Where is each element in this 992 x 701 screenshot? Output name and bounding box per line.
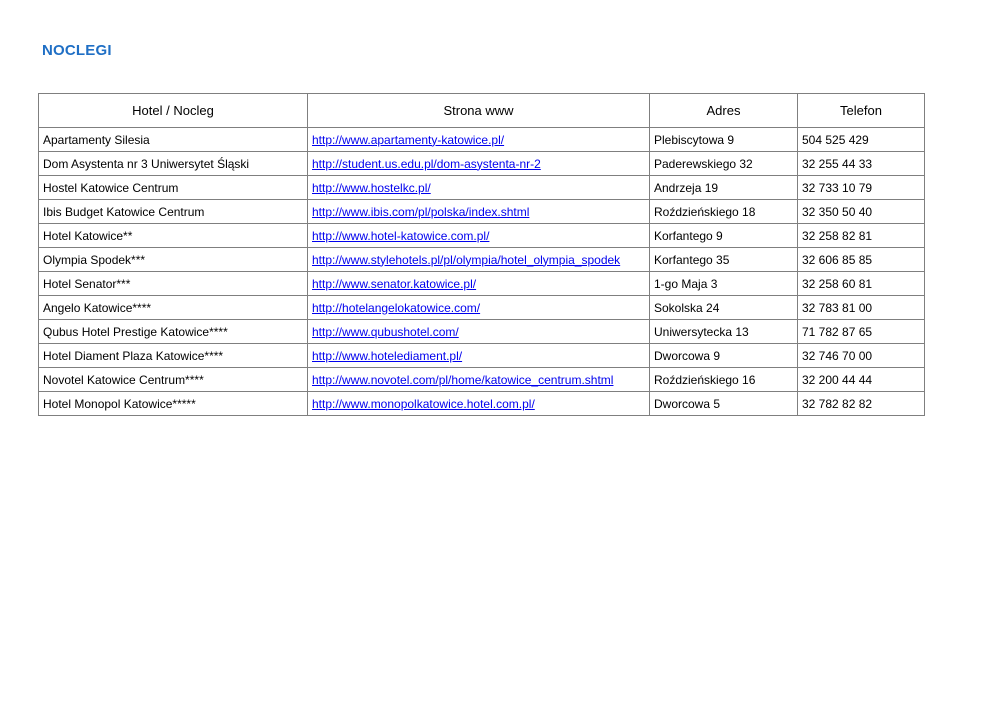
- hotel-name-cell: Qubus Hotel Prestige Katowice****: [39, 320, 308, 344]
- website-cell: [308, 248, 650, 272]
- address-cell: Sokolska 24: [650, 296, 798, 320]
- phone-cell: 32 606 85 85: [798, 248, 925, 272]
- table-row: [39, 200, 925, 224]
- address-cell: Andrzeja 19: [650, 176, 798, 200]
- hotel-name-cell: Angelo Katowice****: [39, 296, 308, 320]
- table-row: [39, 248, 925, 272]
- address-cell: Dworcowa 5: [650, 392, 798, 416]
- column-header-phone: Telefon: [798, 94, 925, 128]
- website-link[interactable]: http://student.us.edu.pl/dom-asystenta-nr-2: [312, 156, 541, 171]
- hotel-name-cell: Ibis Budget Katowice Centrum: [39, 200, 308, 224]
- table-row: [39, 224, 925, 248]
- hotel-name-cell: Hotel Katowice**: [39, 224, 308, 248]
- phone-cell: 32 350 50 40: [798, 200, 925, 224]
- phone-cell: 71 782 87 65: [798, 320, 925, 344]
- website-link[interactable]: http://www.ibis.com/pl/polska/index.shtml: [312, 204, 530, 219]
- address-cell: Uniwersytecka 13: [650, 320, 798, 344]
- table-header-row: [39, 94, 925, 128]
- address-cell: Dworcowa 9: [650, 344, 798, 368]
- table-row: [39, 344, 925, 368]
- hotel-name-cell: Hotel Monopol Katowice*****: [39, 392, 308, 416]
- website-link[interactable]: http://www.novotel.com/pl/home/katowice_centrum.shtml: [312, 372, 614, 387]
- table-row: [39, 272, 925, 296]
- website-link[interactable]: http://www.stylehotels.pl/pl/olympia/hotel_olympia_spodek: [312, 252, 621, 267]
- website-link[interactable]: http://www.senator.katowice.pl/: [312, 276, 477, 291]
- address-cell: Korfantego 35: [650, 248, 798, 272]
- address-cell: Korfantego 9: [650, 224, 798, 248]
- website-cell: [308, 176, 650, 200]
- phone-cell: 32 783 81 00: [798, 296, 925, 320]
- phone-cell: 32 255 44 33: [798, 152, 925, 176]
- phone-cell: 32 200 44 44: [798, 368, 925, 392]
- hotel-name-cell: Hotel Diament Plaza Katowice****: [39, 344, 308, 368]
- website-cell: [308, 200, 650, 224]
- website-link[interactable]: http://www.hostelkc.pl/: [312, 180, 431, 195]
- website-link[interactable]: http://www.apartamenty-katowice.pl/: [312, 132, 505, 147]
- phone-cell: 32 733 10 79: [798, 176, 925, 200]
- table-row: [39, 296, 925, 320]
- hotel-name-cell: Dom Asystenta nr 3 Uniwersytet Śląski: [39, 152, 308, 176]
- website-cell: [308, 224, 650, 248]
- table-row: [39, 128, 925, 152]
- table-row: [39, 392, 925, 416]
- website-cell: [308, 152, 650, 176]
- table-row: [39, 152, 925, 176]
- address-cell: 1-go Maja 3: [650, 272, 798, 296]
- hotel-name-cell: Hostel Katowice Centrum: [39, 176, 308, 200]
- website-cell: [308, 392, 650, 416]
- website-cell: [308, 128, 650, 152]
- table-body: [39, 128, 925, 416]
- address-cell: Plebiscytowa 9: [650, 128, 798, 152]
- phone-cell: 32 258 82 81: [798, 224, 925, 248]
- hotel-name-cell: Novotel Katowice Centrum****: [39, 368, 308, 392]
- website-link[interactable]: http://www.qubushotel.com/: [312, 324, 459, 339]
- website-link[interactable]: http://www.monopolkatowice.hotel.com.pl/: [312, 396, 535, 411]
- column-header-website: Strona www: [308, 94, 650, 128]
- hotel-name-cell: Apartamenty Silesia: [39, 128, 308, 152]
- column-header-address: Adres: [650, 94, 798, 128]
- website-cell: [308, 344, 650, 368]
- table-row: [39, 320, 925, 344]
- website-link[interactable]: http://www.hotelediament.pl/: [312, 348, 463, 363]
- address-cell: Roździeńskiego 16: [650, 368, 798, 392]
- phone-cell: 32 782 82 82: [798, 392, 925, 416]
- website-cell: [308, 296, 650, 320]
- column-header-hotel: Hotel / Nocleg: [39, 94, 308, 128]
- website-link[interactable]: http://hotelangelokatowice.com/: [312, 300, 481, 315]
- phone-cell: 32 258 60 81: [798, 272, 925, 296]
- phone-cell: 504 525 429: [798, 128, 925, 152]
- page-title: NOCLEGI: [42, 42, 112, 59]
- phone-cell: 32 746 70 00: [798, 344, 925, 368]
- hotel-name-cell: Hotel Senator***: [39, 272, 308, 296]
- website-cell: [308, 272, 650, 296]
- address-cell: Roździeńskiego 18: [650, 200, 798, 224]
- table-row: [39, 368, 925, 392]
- website-cell: [308, 320, 650, 344]
- website-link[interactable]: http://www.hotel-katowice.com.pl/: [312, 228, 490, 243]
- table-row: [39, 176, 925, 200]
- lodging-table: [38, 93, 925, 416]
- address-cell: Paderewskiego 32: [650, 152, 798, 176]
- website-cell: [308, 368, 650, 392]
- hotel-name-cell: Olympia Spodek***: [39, 248, 308, 272]
